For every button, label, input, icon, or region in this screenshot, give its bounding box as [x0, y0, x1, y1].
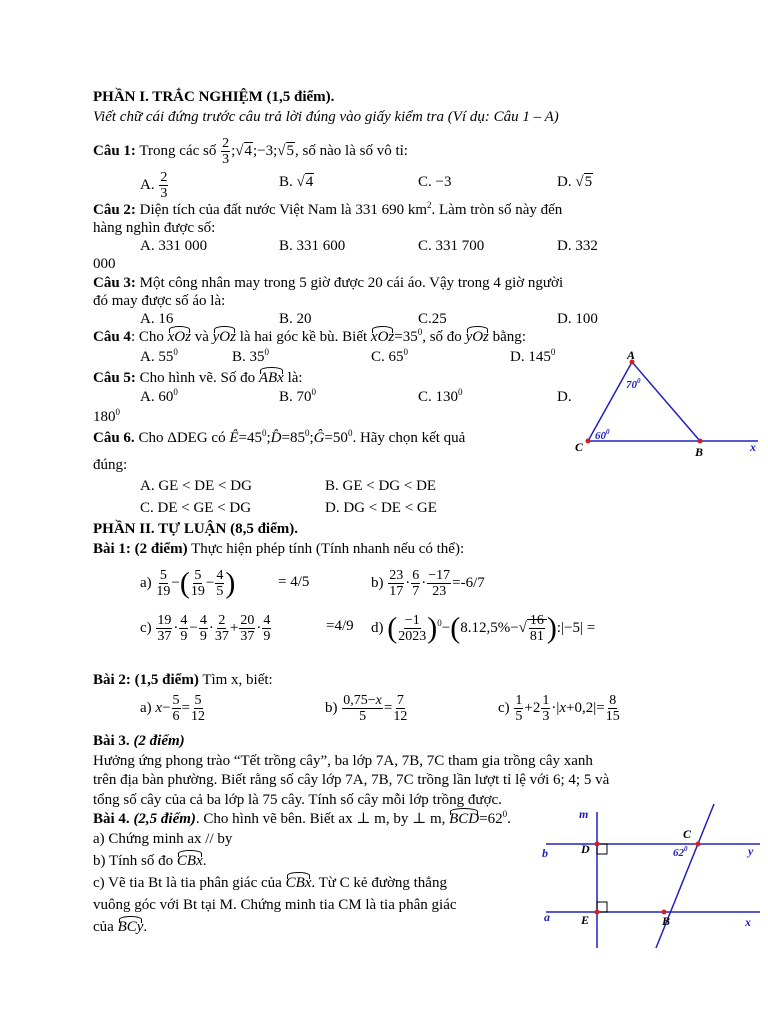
q4: Câu 4: Cho xOz và yOz là hai góc kề bù. Biết $xOz=35^0$, số đo yOz bằng:	[93, 327, 526, 345]
part2-title: PHẦN II. TỰ LUẬN (8,5 điểm).	[93, 521, 298, 537]
q4-option-a: A. $55^0$	[140, 347, 178, 365]
q5-option-d-cont: $180^0$	[93, 407, 120, 425]
label-a-line: a	[544, 910, 550, 924]
q6-option-c: C. DE < GE < DG	[140, 500, 252, 516]
parallel-lines-figure	[538, 800, 763, 950]
bai2-a: a) x− $\frac{5}{6}$ = $\frac{5}{12}$	[140, 693, 206, 724]
q6-option-b: B. GE < DG < DE	[325, 478, 437, 494]
bai2: Bài 2: (1,5 điểm) Tìm x, biết:	[93, 672, 273, 688]
q1-option-b: B. √4	[279, 174, 314, 190]
label-c: C	[575, 440, 584, 454]
triangle-figure	[570, 345, 760, 460]
q5-option-c: C. $130^0$	[418, 387, 463, 405]
q1: Câu 1: Trong các số $\frac{2}{3}$ ;√4;−3;√5, số nào là số vô tỉ:	[93, 136, 408, 167]
q6-line2: đúng:	[93, 457, 128, 473]
bai3-line3: tổng số cây của cả ba lớp là 75 cây. Tính số cây mỗi lớp trồng được.	[93, 792, 502, 808]
label-m: m	[579, 807, 589, 821]
q2-option-d-cont: 000	[93, 256, 116, 272]
q3-line2: đó may được số áo là:	[93, 293, 226, 309]
bai2-b: b) $\frac{0,75-x}{5}$ = $\frac{7}{12}$	[325, 693, 408, 724]
bai4-c2: vuông góc với Bt tại M. Chứng minh tia CM là tia phân giác	[93, 897, 457, 913]
label-c: C	[683, 827, 692, 841]
q5-option-d: D.	[557, 389, 572, 405]
point-d	[595, 842, 600, 847]
q5-option-a: A. $60^0$	[140, 387, 178, 405]
bai3-title: Bài 3. (2 điểm)	[93, 733, 185, 749]
bai1-a: a) $\frac{5}{19}$ −( $\frac{5}{19}$ − $\frac{4}{5}$ )	[140, 566, 236, 600]
angle-c-label: $60^0$	[595, 428, 610, 442]
bai1-d: d) ( $\frac{-1}{2023}$ )$^0$−(8.12,5%−√ $\frac{16}{81}$ ):|−5| =	[371, 611, 596, 645]
bai4-b: b) Tính số đo CBx.	[93, 853, 207, 869]
bai1-a-result: = 4/5	[278, 574, 310, 590]
q2-option-d: D. 332	[557, 238, 598, 254]
q2-option-c: C. 331 700	[418, 238, 485, 254]
point-b	[698, 439, 703, 444]
bai1-c-result: =4/9	[326, 618, 354, 634]
q3-option-b: B. 20	[279, 311, 312, 327]
q1-option-a: A. $\frac{2}{3}$	[140, 170, 168, 201]
bai2-c: c) $\frac{1}{5}$ +2 $\frac{1}{3}$ ·|x+0,2|= $\frac{8}{15}$	[498, 693, 620, 724]
part1-title: PHẦN I. TRẮC NGHIỆM (1,5 điểm).	[93, 89, 335, 105]
q1-option-d: D. √5	[557, 174, 593, 190]
q3-option-a: A. 16	[140, 311, 174, 327]
label-b: B	[662, 914, 671, 928]
q4-option-c: C. $65^0$	[371, 347, 409, 365]
label-x: x	[750, 440, 756, 454]
bai1: Bài 1: (2 điểm) Thực hiện phép tính (Tính nhanh nếu có thể):	[93, 541, 465, 557]
q2: Câu 2: Diện tích của đất nước Việt Nam là 331 690 $km^2$. Làm tròn số này đến	[93, 200, 563, 218]
bai4-c3: của BCy.	[93, 919, 148, 935]
bai4-c: c) Vẽ tia Bt là tia phân giác của CBx. Từ C kẻ đường thẳng	[93, 875, 447, 891]
label-b-line: b	[542, 846, 548, 860]
q1-option-c: C. −3	[418, 174, 452, 190]
q5-option-b: B. $70^0$	[279, 387, 317, 405]
q6-option-a: A. GE < DE < DG	[140, 478, 252, 494]
bai3-line1: Hưởng ứng phong trào “Tết trồng cây”, ba lớp 7A, 7B, 7C tham gia trồng cây xanh	[93, 753, 593, 769]
q5: Câu 5: Cho hình vẽ. Số đo ABx là:	[93, 370, 303, 386]
angle-a-label: $70^0$	[626, 377, 641, 391]
q2-line2: hàng nghìn được số:	[93, 220, 216, 236]
q3-option-c: C.25	[418, 311, 447, 327]
q3-option-d: D. 100	[557, 311, 598, 327]
q2-option-a: A. 331 000	[140, 238, 208, 254]
segment-ab	[632, 362, 700, 441]
label-b: B	[695, 445, 704, 459]
label-y: y	[748, 844, 754, 858]
point-c	[586, 439, 591, 444]
label-e: E	[581, 913, 590, 927]
bai1-b: b) $\frac{23}{17}$ · $\frac{6}{7}$ · $\frac{-17}{23}$ =-6/7	[371, 568, 485, 599]
bai3-line2: trên địa bàn phường. Biết rằng số cây lớp 7A, 7B, 7C trồng lần lượt tỉ lệ với 6; 4; 5 và	[93, 772, 610, 788]
point-e	[595, 910, 600, 915]
label-a: A	[627, 348, 636, 362]
bai4: Bài 4. (2,5 điểm). Cho hình vẽ bên. Biết ax ⊥ m, by ⊥ m, $BCD=62^0$.	[93, 809, 511, 827]
q6: Câu 6. Cho ΔDEG có $Ê=45^0;D̂=85^0;Ĝ=50^0$. Hãy chọn kết quả	[93, 428, 466, 446]
label-d: D	[581, 842, 590, 856]
q2-option-b: B. 331 600	[279, 238, 346, 254]
bai4-a: a) Chứng minh ax // by	[93, 831, 233, 847]
q3: Câu 3: Một công nhân may trong 5 giờ được 20 cái áo. Vậy trong 4 giờ người	[93, 275, 564, 291]
part1-instruction: Viết chữ cái đứng trước câu trả lời đúng vào giấy kiểm tra (Ví dụ: Câu 1 – A)	[93, 109, 559, 125]
q6-option-d: D. DG < DE < GE	[325, 500, 437, 516]
label-x: x	[745, 915, 751, 929]
point-c	[696, 842, 701, 847]
q4-option-d: D. $145^0$	[510, 347, 556, 365]
q4-option-b: B. $35^0$	[232, 347, 270, 365]
angle-c-label: $62^0$	[673, 845, 688, 859]
bai1-c: c) $\frac{19}{37}$ · $\frac{4}{9}$ − $\frac{4}{9}$ · $\frac{2}{37}$ + $\frac{20}{37}$ · $\frac{4}{9}$	[140, 613, 271, 644]
